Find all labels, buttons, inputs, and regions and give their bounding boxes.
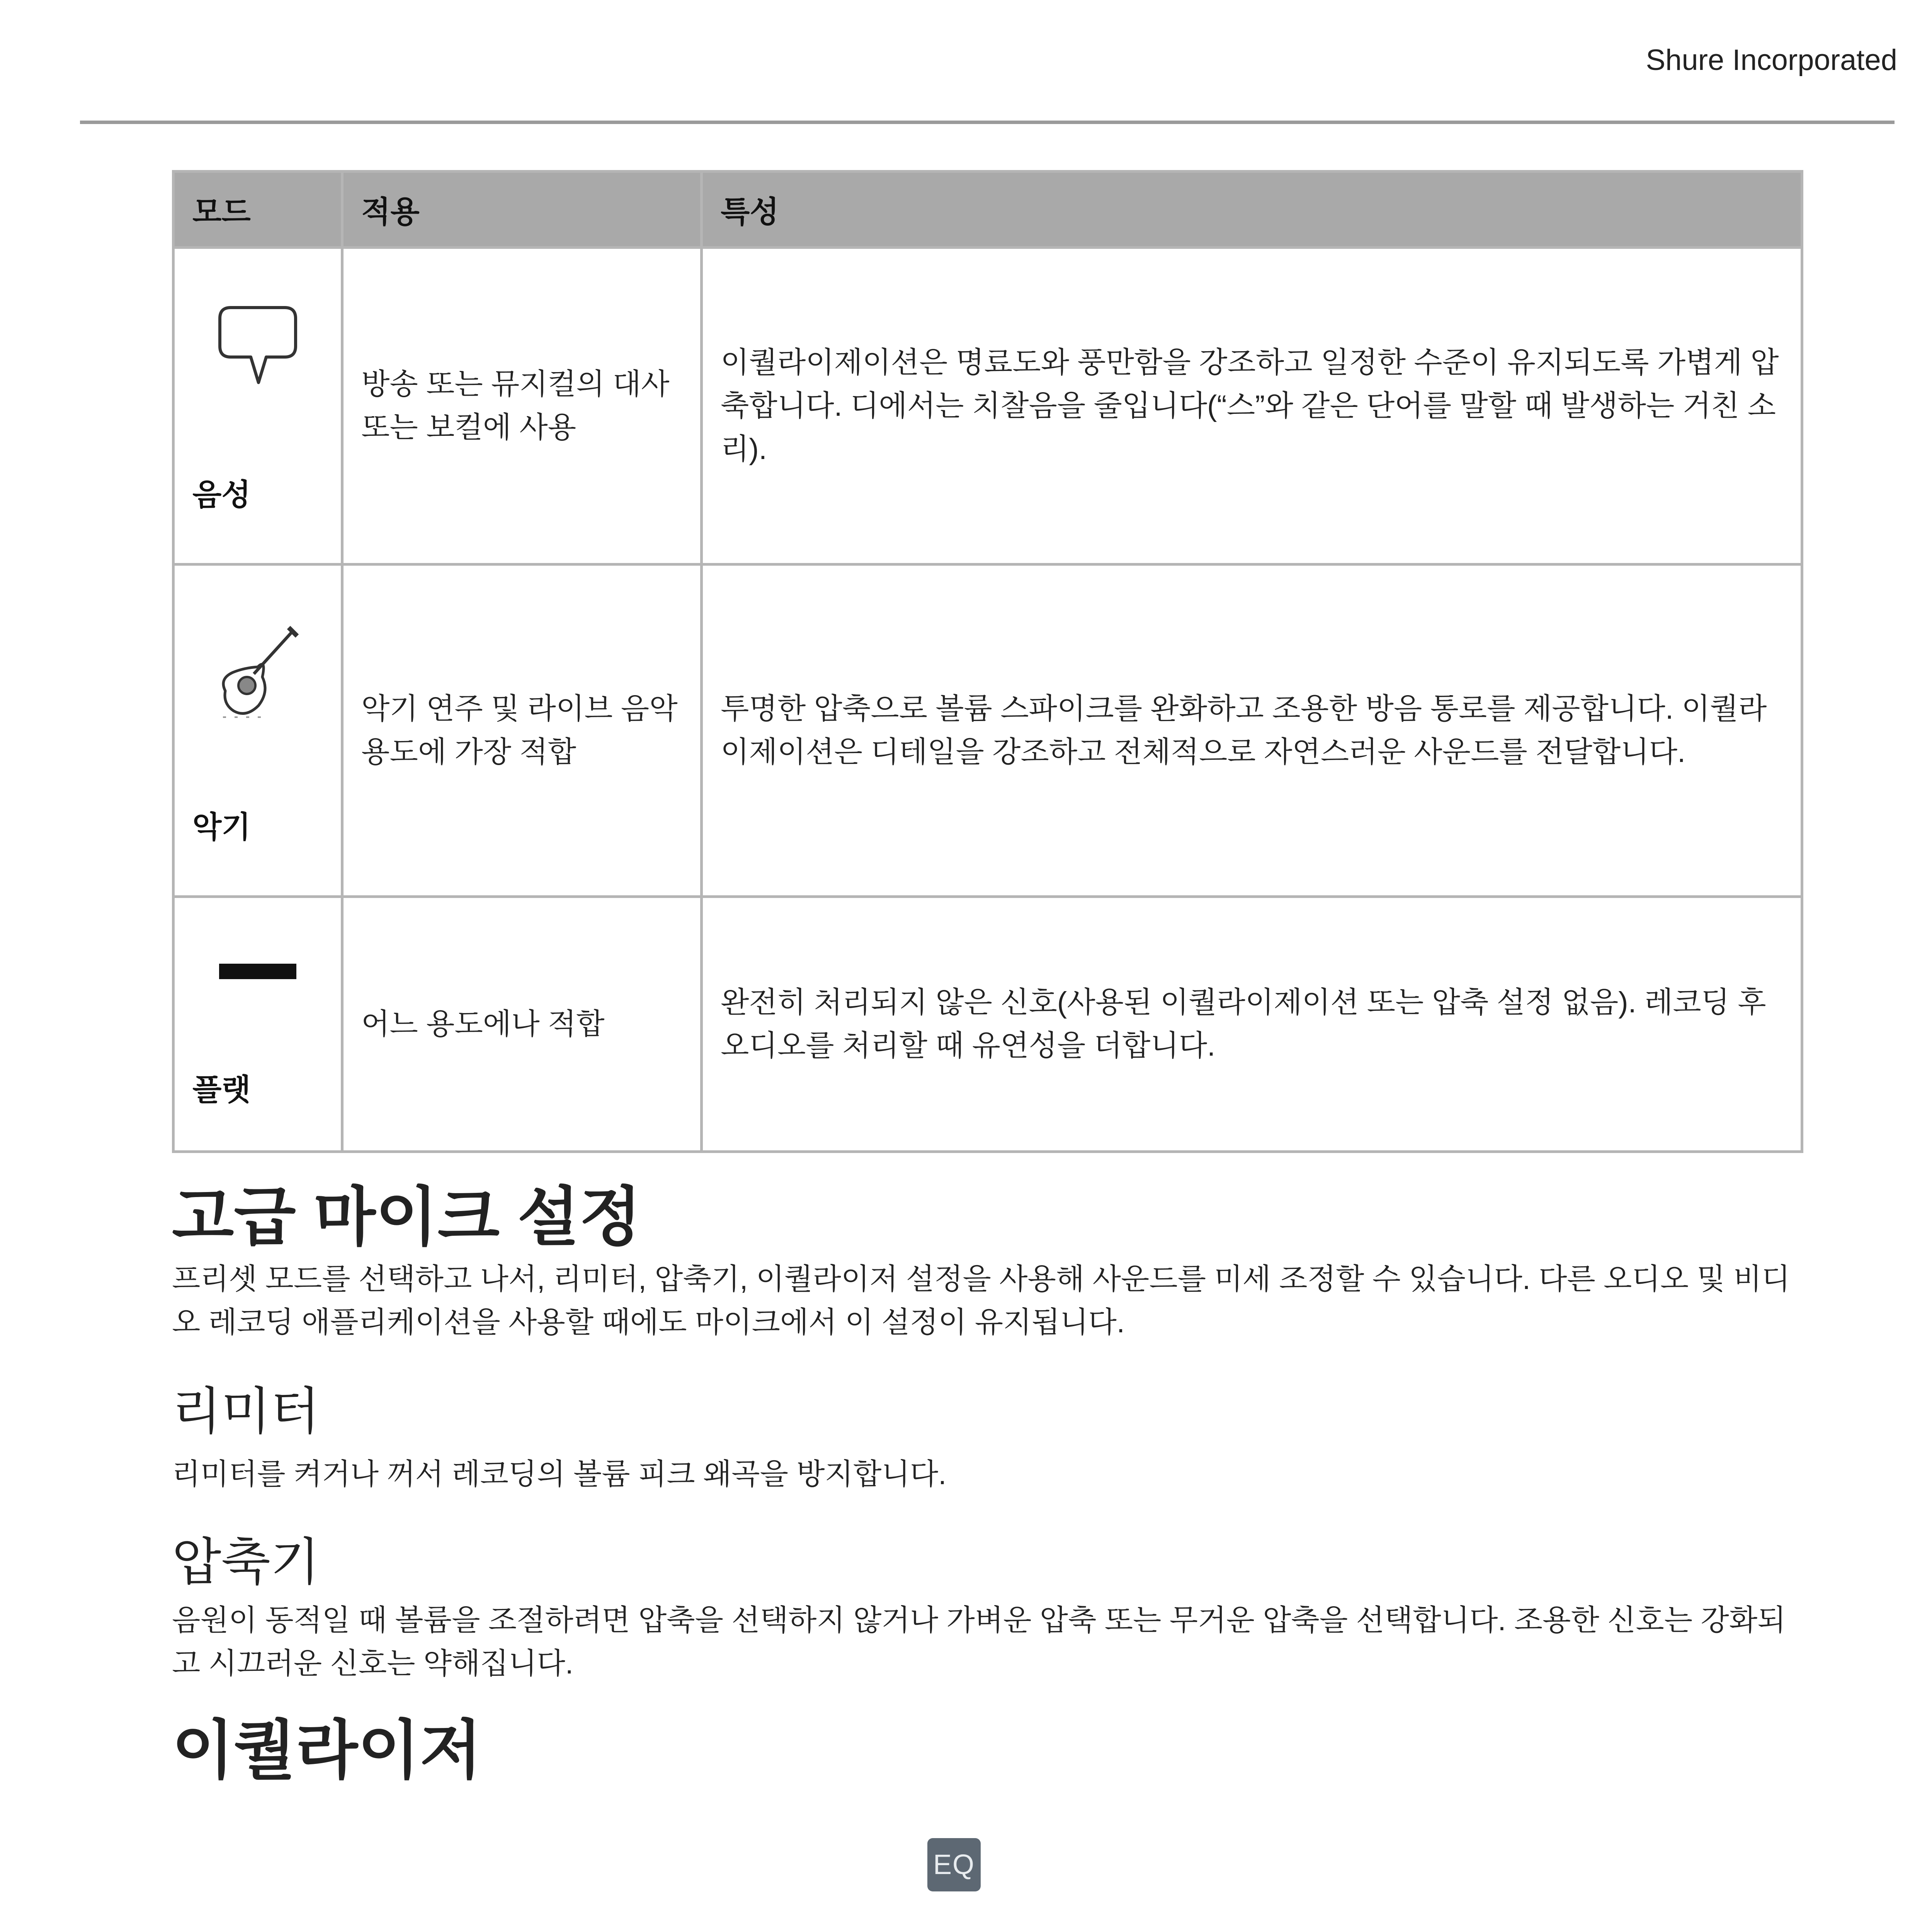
table-row-instrument bbox=[173, 565, 1802, 897]
limiter-heading: 리미터 bbox=[172, 1383, 320, 1440]
mode-cell-voice bbox=[173, 248, 342, 565]
limiter-body: 리미터를 켜거나 꺼서 레코딩의 볼륨 피크 왜곡을 방지합니다. bbox=[172, 1458, 947, 1491]
table-header-application: 적용 bbox=[342, 172, 702, 248]
guitar-icon bbox=[175, 620, 341, 720]
eq-icon-label: EQ bbox=[933, 1849, 975, 1880]
speech-bubble-icon bbox=[175, 303, 341, 392]
application-cell-flat: 어느 용도에나 적합 bbox=[342, 897, 702, 1152]
header-divider bbox=[80, 121, 1895, 124]
compressor-heading: 압축기 bbox=[172, 1534, 320, 1590]
table-header-characteristics: 특성 bbox=[702, 172, 1802, 248]
mode-label-voice: 음성 bbox=[192, 478, 251, 512]
compressor-body: 음원이 동적일 때 볼륨을 조절하려면 압축을 선택하지 않거나 가벼운 압축 또는 무거운 압축을 선택합니다. 조용한 신호는 강화되고 시끄러운 신호는 약해집니다. bbox=[172, 1604, 1786, 1680]
table-row-voice bbox=[173, 248, 1802, 565]
table-header-mode: 모드 bbox=[173, 172, 342, 248]
header-company-name: Shure Incorporated bbox=[1646, 44, 1897, 77]
equalizer-heading: 이퀄라이저 bbox=[172, 1715, 482, 1786]
application-cell-instrument: 악기 연주 및 라이브 음악 용도에 가장 적합 bbox=[342, 565, 702, 897]
characteristics-cell-flat: 완전히 처리되지 않은 신호(사용된 이퀄라이제이션 또는 압축 설정 없음). 레코딩 후 오디오를 처리할 때 유연성을 더합니다. bbox=[702, 897, 1802, 1152]
application-cell-voice: 방송 또는 뮤지컬의 대사 또는 보컬에 사용 bbox=[342, 248, 702, 565]
mode-label-flat: 플랫 bbox=[192, 1073, 251, 1107]
advanced-settings-body: 프리셋 모드를 선택하고 나서, 리미터, 압축기, 이퀄라이저 설정을 사용해 사운드를 미세 조정할 수 있습니다. 다른 오디오 및 비디오 레코딩 애플리케이션을 사용할 때에도 마이크에서 이 설정이 유지됩니다. bbox=[172, 1263, 1790, 1339]
mode-table bbox=[172, 170, 1803, 1153]
table-header-row bbox=[173, 172, 1802, 248]
advanced-settings-heading: 고급 마이크 설정 bbox=[172, 1182, 641, 1253]
table-row-flat bbox=[173, 897, 1802, 1152]
eq-icon bbox=[927, 1838, 981, 1891]
mode-cell-flat bbox=[173, 897, 342, 1152]
mode-label-instrument: 악기 bbox=[192, 810, 251, 844]
mode-cell-instrument bbox=[173, 565, 342, 897]
characteristics-cell-voice: 이퀄라이제이션은 명료도와 풍만함을 강조하고 일정한 수준이 유지되도록 가볍게 압축합니다. 디에서는 치찰음을 줄입니다(“스”와 같은 단어를 말할 때 발생하는 거친 소리). bbox=[702, 248, 1802, 565]
characteristics-cell-instrument: 투명한 압축으로 볼륨 스파이크를 완화하고 조용한 방음 통로를 제공합니다. 이퀄라이제이션은 디테일을 강조하고 전체적으로 자연스러운 사운드를 전달합니다. bbox=[702, 565, 1802, 897]
flat-line-icon bbox=[175, 960, 341, 983]
